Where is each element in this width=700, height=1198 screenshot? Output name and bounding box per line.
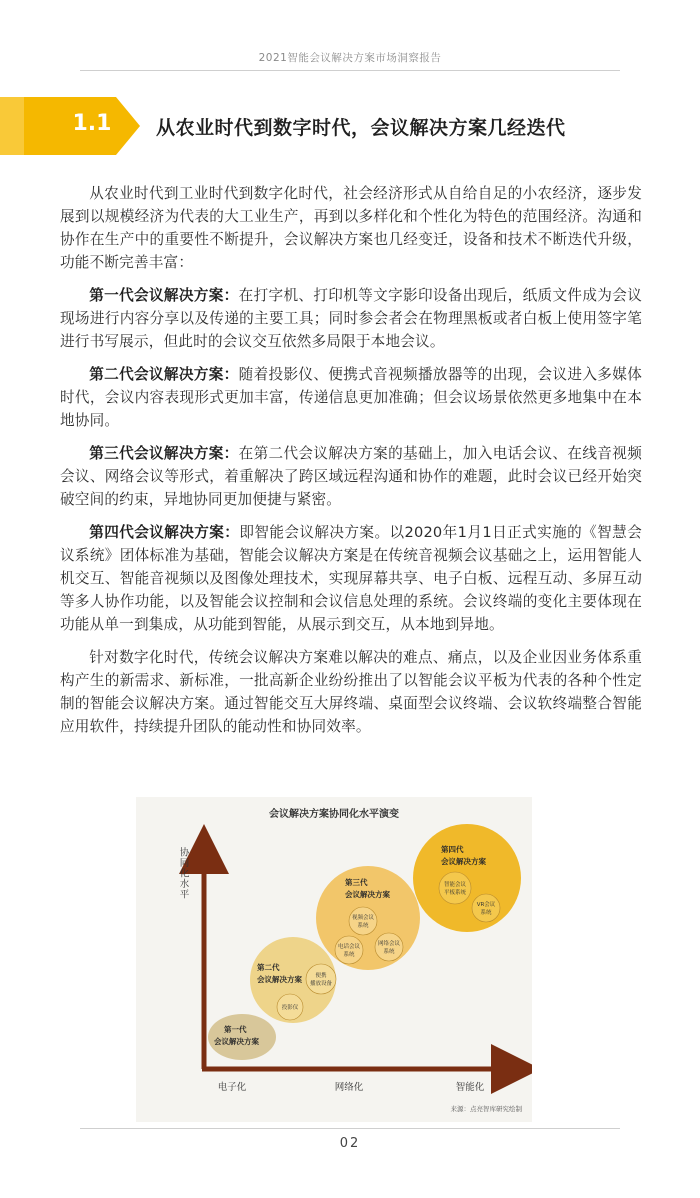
gen3-sub-video-l1: 视频会议: [351, 915, 375, 921]
evolution-figure: [136, 797, 532, 1122]
gen4-text: 即智能会议解决方案。以2020年1月1日正式实施的《智慧会议系统》团体标准为基础，智能会议解决方案是在传统音视频会议基础之上，运用智能人机交互、智能音视频以及图像处理技术，实现屏幕共享、电子白板、远程互动、多屏互动等多人协作功能，以及智能会议控制和会议信息处理的系统。会议终端的变化主要体现在功能从单一到集成，从功能到智能，从展示到交互，从本地到异地。: [60, 524, 642, 633]
gen3-text: 在第二代会议解决方案的基础上，加入电话会议、在线音视频会议、网络会议等形式，着重解决了跨区域远程沟通和协作的难题，此时会议已经开始突破空间的约束，异地协同更加便捷与紧密。: [60, 445, 642, 508]
gen3-sub-phone-l1: 电话会议: [337, 944, 361, 950]
gen4-label: 第四代会议解决方案：: [89, 524, 240, 541]
gen2-label: 第二代会议解决方案：: [89, 366, 239, 383]
gen1-label-line1: 第一代: [224, 1025, 247, 1034]
gen3-label-line2: 会议解决方案: [345, 890, 390, 899]
section-title: 从农业时代到数字时代，会议解决方案几经迭代: [156, 117, 566, 139]
header-divider: [80, 70, 620, 71]
paragraph-gen3: [60, 442, 642, 511]
gen1-text: 在打字机、打印机等文字影印设备出现后，纸质文件成为会议现场进行内容分享以及传递的主要工具；同时参会者会在物理黑板或者白板上使用签字笔进行书写展示，但此时的会议交互依然多局限于本地会议。: [60, 287, 642, 350]
x-tick-electronic: 电子化: [217, 1082, 247, 1093]
x-tick-intelligent: 智能化: [455, 1082, 485, 1093]
page-number: 02: [339, 1136, 361, 1151]
gen4-sub-vr: [472, 894, 500, 922]
gen4-sub-vr-l2: 系统: [480, 910, 492, 916]
footer-divider: [80, 1128, 620, 1129]
section-number: 1.1: [72, 111, 112, 136]
gen2-label-line2: 会议解决方案: [257, 975, 302, 984]
gen2-label-line1: 第二代: [257, 963, 280, 972]
gen3-sub-web-l2: 系统: [383, 949, 395, 955]
gen2-sub-projector-label: 投影仪: [281, 1005, 299, 1011]
y-axis-label: 协同化水平: [177, 847, 189, 900]
gen4-label-line1: 第四代: [441, 845, 464, 854]
gen2-sub-portable-l2: 播放设备: [309, 981, 333, 987]
gen3-sub-web-l1: 网络会议: [377, 941, 401, 947]
gen2-sub-portable-l1: 便携: [315, 973, 327, 979]
figure-title: 会议解决方案协同化水平演变: [269, 809, 399, 820]
gen3-sub-video-l2: 系统: [357, 923, 369, 929]
body-text: [60, 182, 642, 748]
gen2-sub-portable: [306, 964, 336, 994]
gen2-text: 随着投影仪、便携式音视频播放器等的出现，会议进入多媒体时代，会议内容表现形式更加丰富，传递信息更加准确；但会议场景依然更多地集中在本地协同。: [60, 366, 642, 429]
paragraph-conclusion: 针对数字化时代，传统会议解决方案难以解决的难点、痛点，以及企业因业务体系重构产生的新需求、新标准，一批高新企业纷纷推出了以智能会议平板为代表的各种个性定制的智能会议解决方案。通过智能交互大屏终端、桌面型会议终端、会议软终端整合智能应用软件，持续提升团队的能动性和协同效率。: [60, 649, 642, 735]
report-header: 2021智能会议解决方案市场洞察报告: [258, 52, 442, 64]
gen4-sub-panel-l2: 平板系统: [443, 890, 467, 896]
paragraph-gen4: [60, 521, 642, 636]
gen4-sub-panel: [439, 872, 471, 904]
gen3-sub-phone: [335, 936, 363, 964]
gen4-label-line2: 会议解决方案: [441, 857, 486, 866]
x-tick-network: 网络化: [334, 1082, 364, 1093]
gen3-sub-phone-l2: 系统: [343, 952, 355, 958]
paragraph-gen1: [60, 284, 642, 353]
gen1-label: 第一代会议解决方案：: [89, 287, 239, 304]
gen3-sub-video: [349, 907, 377, 935]
paragraph-intro: 从农业时代到工业时代到数字化时代，社会经济形式从自给自足的小农经济，逐步发展到以规模经济为代表的大工业生产，再到以多样化和个性化为特色的范围经济。沟通和协作在生产中的重要性不断提升，会议解决方案也几经变迁，设备和技术不断迭代升级，功能不断完善丰富：: [60, 185, 642, 271]
figure-source: 来源：点亮智库研究绘制: [450, 1105, 522, 1113]
gen1-label-line2: 会议解决方案: [214, 1037, 259, 1046]
gen3-label-line1: 第三代: [345, 878, 368, 887]
gen4-sub-vr-l1: VR会议: [476, 902, 496, 908]
gen3-sub-web: [375, 933, 403, 961]
gen4-sub-panel-l1: 智能会议: [443, 882, 467, 888]
paragraph-gen2: [60, 363, 642, 432]
gen3-label: 第三代会议解决方案：: [89, 445, 239, 462]
